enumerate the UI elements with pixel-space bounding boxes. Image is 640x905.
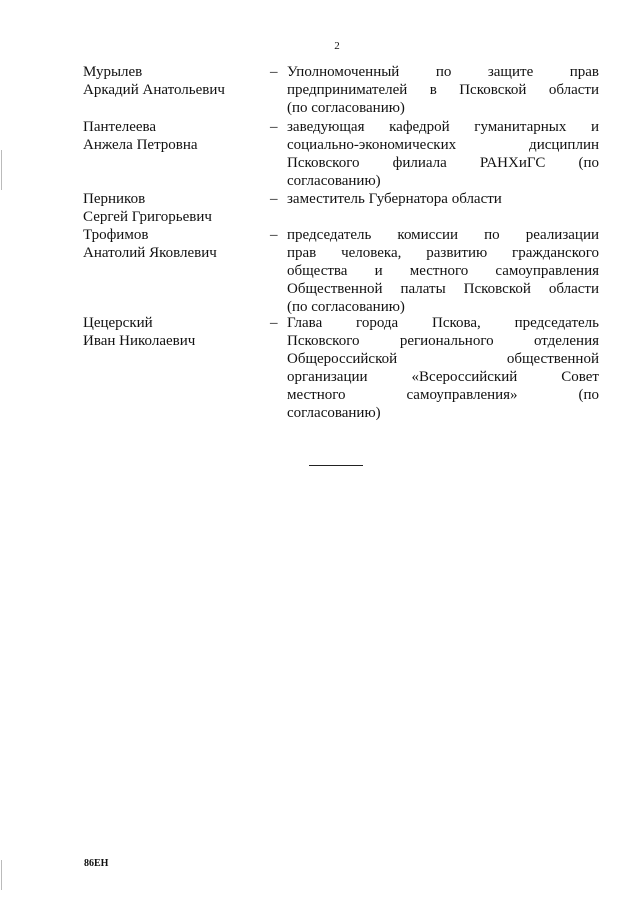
member-role-line: организации «Всероссийский Совет [287,369,599,385]
member-role-line: предпринимателей в Псковской области [287,82,599,98]
member-dash: – [270,119,278,135]
member-role-line: Псковского филиала РАНХиГС (по [287,155,599,171]
member-role-line: заместитель Губернатора области [287,191,502,207]
member-role-line: председатель комиссии по реализации [287,227,599,243]
member-given-names: Иван Николаевич [83,333,196,349]
member-name [83,63,268,99]
page-number: 2 [334,40,340,52]
member-role-line: Псковского регионального отделения [287,333,599,349]
member-surname: Цецерский [83,315,153,331]
member-role-line: Глава города Пскова, председатель [287,315,599,331]
footer-code: 86ЕН [84,858,109,869]
member-role-line: прав человека, развитию гражданского [287,245,599,261]
member-name [83,226,268,262]
member-given-names: Аркадий Анатольевич [83,82,225,98]
member-role-line: Общероссийской общественной [287,351,599,367]
member-role-line: (по согласованию) [287,299,405,315]
member-role-line: Общественной палаты Псковской области [287,281,599,297]
member-surname: Перников [83,191,146,207]
member-role-line: согласованию) [287,405,381,421]
member-role [287,314,599,422]
member-dash: – [270,64,278,80]
member-name [83,190,268,226]
member-dash: – [270,227,278,243]
member-role-line: (по согласованию) [287,100,405,116]
member-role-line: согласованию) [287,173,381,189]
member-role [287,190,599,208]
member-name [83,314,268,350]
member-role-line: местного самоуправления» (по [287,387,599,403]
member-role [287,63,599,117]
scan-margin-mark [1,150,2,190]
end-rule [309,465,363,466]
member-given-names: Сергей Григорьевич [83,209,212,225]
member-role [287,226,599,316]
member-surname: Мурылев [83,64,143,80]
member-given-names: Анатолий Яковлевич [83,245,217,261]
scan-margin-mark [1,860,2,890]
member-name [83,118,268,154]
member-role-line: Уполномоченный по защите прав [287,64,599,80]
member-surname: Трофимов [83,227,149,243]
member-role-line: социально-экономических дисциплин [287,137,599,153]
member-dash: – [270,315,278,331]
member-given-names: Анжела Петровна [83,137,198,153]
member-role [287,118,599,190]
member-role-line: заведующая кафедрой гуманитарных и [287,119,599,135]
member-surname: Пантелеева [83,119,157,135]
member-dash: – [270,191,278,207]
member-role-line: общества и местного самоуправления [287,263,599,279]
